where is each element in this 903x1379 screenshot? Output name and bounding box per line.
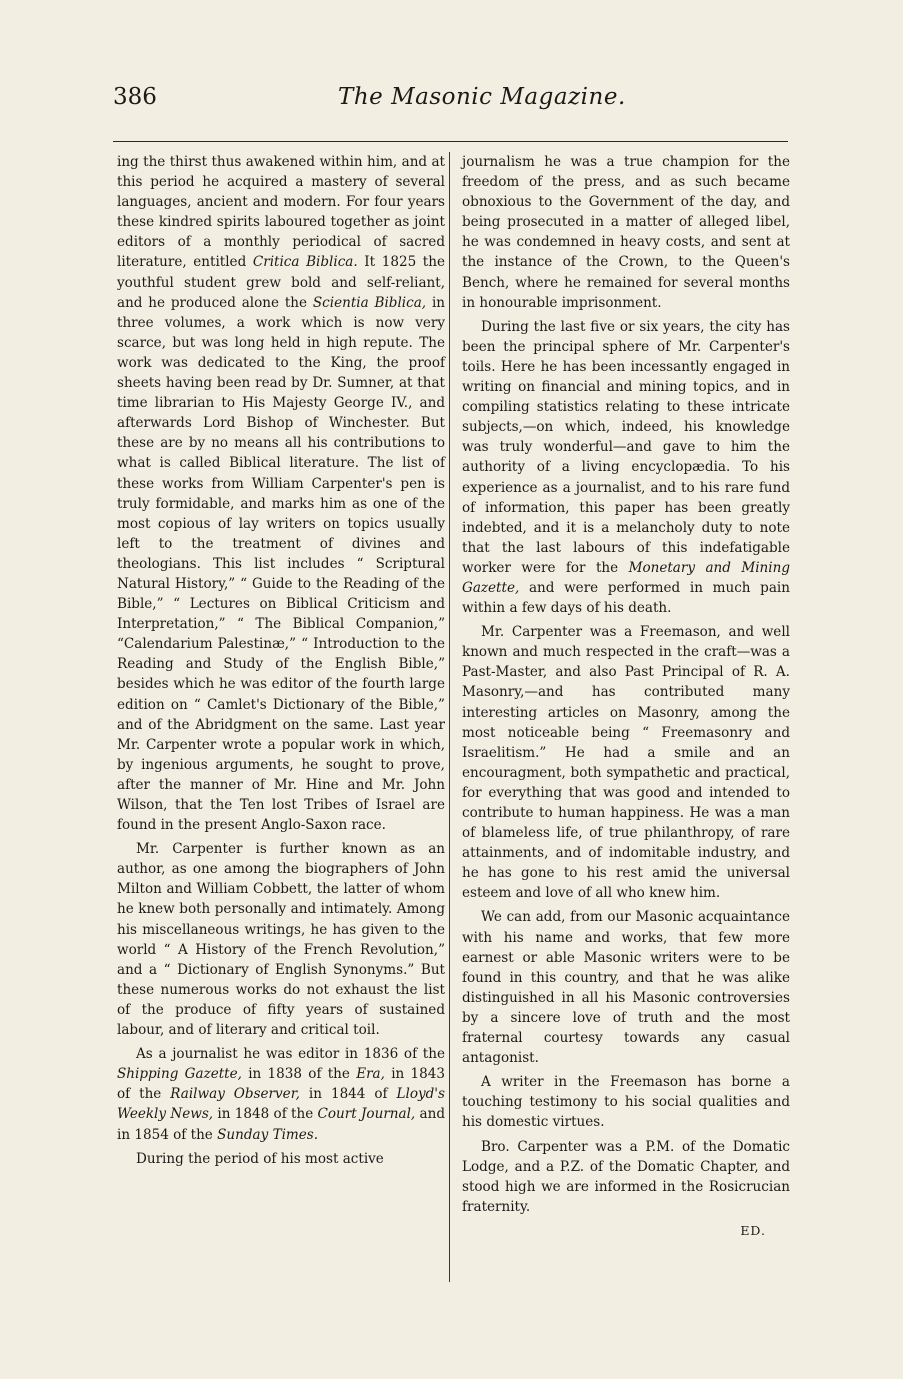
italic-title: Era, [356,1066,385,1083]
paragraph [462,622,790,903]
text-run: in three volumes, a work which is now very scarce, but was long held in high repute. The work was dedicated to the King, the proof sheets having been read by Dr. Sumner, at that time librarian to His Majesty George IV., and afterwards Lord Bishop of Winchester. But these are by no means all his contributions to what is called Biblical literature. The list of these works from William Carpenter's pen is truly formidable, and marks him as one of the most copious of lay writers on topics usually left to the treatment of divines and theologians. This list includes “ Scriptural Natural History,” “ Guide to the Reading of the Bible,” “ Lectures on Biblical Criticism and Interpretation,” “ The Biblical Companion,” “Calendarium Palestinæ,” “ Introduction to the Reading and Study of the English Bible,” besides which he was editor of the fourth large edition on “ Camlet's Dictionary of the Bible,” and of the Abridgment on the same. Last year Mr. Carpenter wrote a popular work in which, by ingenious arguments, he sought to prove, after the manner of Mr. Hine and Mr. John Wilson, that the Ten lost Tribes of Israel are found in the present Anglo-Saxon race. [117,294,446,834]
italic-title: Shipping Gazette, [117,1066,242,1083]
italic-title: Scientia Biblica, [312,294,427,311]
italic-title: Court Journal, [317,1106,416,1123]
paragraph [462,1072,790,1132]
text-run: journalism he was a true champion for the freedom of the press, and as such became obnoxious to the Government of the day, and being prosecuted in a matter of alleged libel, he was condemned in heavy costs, and sent at the instance of the Crown, to the Queen's Bench, where he remained for several months in honourable imprisonment. [462,154,790,311]
italic-title: Monetary and Mining Gazette, [462,559,790,596]
text-run: Mr. Carpenter is further known as an author, as one among the biographers of John Milton and William Cobbett, the latter of whom he knew both personally and intimately. Among his miscellaneous writings, he has given to the world “ A History of the French Revolution,” and a “ Dictionary of English Synonyms.” But these numerous works do not exhaust the list of the produce of fifty years of sustained labour, and of literary and critical toil. [117,841,445,1039]
paragraph [462,907,790,1068]
paragraph [117,1149,445,1169]
paragraph [462,152,790,313]
italic-title: Sunday Times. [217,1126,319,1143]
italic-title: Lloyd's Weekly News, [117,1086,445,1123]
text-run: It 1825 the youthful student grew bold and self-reliant, and he produced alone the [117,254,445,311]
header-rule [113,141,788,142]
text-run: in 1848 of the [213,1106,318,1123]
paragraph [117,152,445,835]
italic-title: Critica Biblica. [252,254,358,271]
paragraph [117,839,445,1040]
paragraph [117,1044,445,1144]
text-run: ing the thirst thus awakened within him, and at this period he acquired a mastery of several languages, ancient and modern. For four years these kindred spirits laboured together as joint editors of a monthly periodical of sacred literature, entitled [117,154,445,271]
text-run: in 1838 of the [241,1066,357,1083]
text-run: in 1843 of the [117,1066,446,1103]
text-run: Mr. Carpenter was a Freemason, and well known and much respected in the craft—was a Past-Master, and also Past Principal of R. A. Masonry,—and has contributed many interesting articles on Masonry, among the most noticeable being “ Freemasonry and Israelitism.” He had a smile and an encouragment, both sympathetic and practical, for everything that was good and intended to contribute to human happiness. He was a man of blameless life, of true philanthropy, of rare attainments, and of indomitable industry, and he has gone to his rest amid the universal esteem and love of all who knew him. [462,624,790,902]
running-header [113,84,788,124]
right-column [462,152,790,1241]
text-run: Bro. Carpenter was a P.M. of the Domatic Lodge, and a P.Z. of the Domatic Chapter, and stood high we are informed in the Rosicrucian fraternity. [462,1138,790,1215]
editor-signature: ED. [740,1222,766,1238]
italic-title: Railway Observer, [170,1086,300,1103]
text-run: During the period of his most active [136,1150,384,1167]
text-run: and in 1854 of the [117,1106,446,1143]
text-run: We can add, from our Masonic acquaintance with his name and works, that few more earnest or able Masonic writers were to be found in this country, and that he was alike distinguished in all his Masonic controversies by a sincere love of truth and the most fraternal courtesy towards any casual antagonist. [462,909,790,1067]
paragraph [462,1137,790,1217]
text-run: and were performed in much pain within a few days of his death. [462,579,790,617]
page-number: 386 [113,84,157,110]
paragraph [462,317,790,618]
text-run: During the last five or six years, the city has been the principal sphere of Mr. Carpenter's toils. Here he has been incessantly engaged in writing on financial and mining topics, and in compiling statistics relating to these intricate subjects,—on which, indeed, his knowledge was truly wonderful—and gave to him the authority of a living encyclopædia. To his experience as a journalist, and to his rare fund of information, this paper has been greatly indebted, and it is a melancholy duty to note that the last labours of this indefatigable worker were for the [462,318,790,576]
text-run: A writer in the Freemason has borne a touching testimony to his social qualities and his domestic virtues. [462,1074,790,1131]
text-run: in 1844 of [299,1086,397,1103]
running-title: The Masonic Magazine. [338,84,626,110]
left-column [117,152,445,1169]
column-divider [449,152,450,1282]
text-run: As a journalist he was editor in 1836 of the [136,1046,445,1063]
